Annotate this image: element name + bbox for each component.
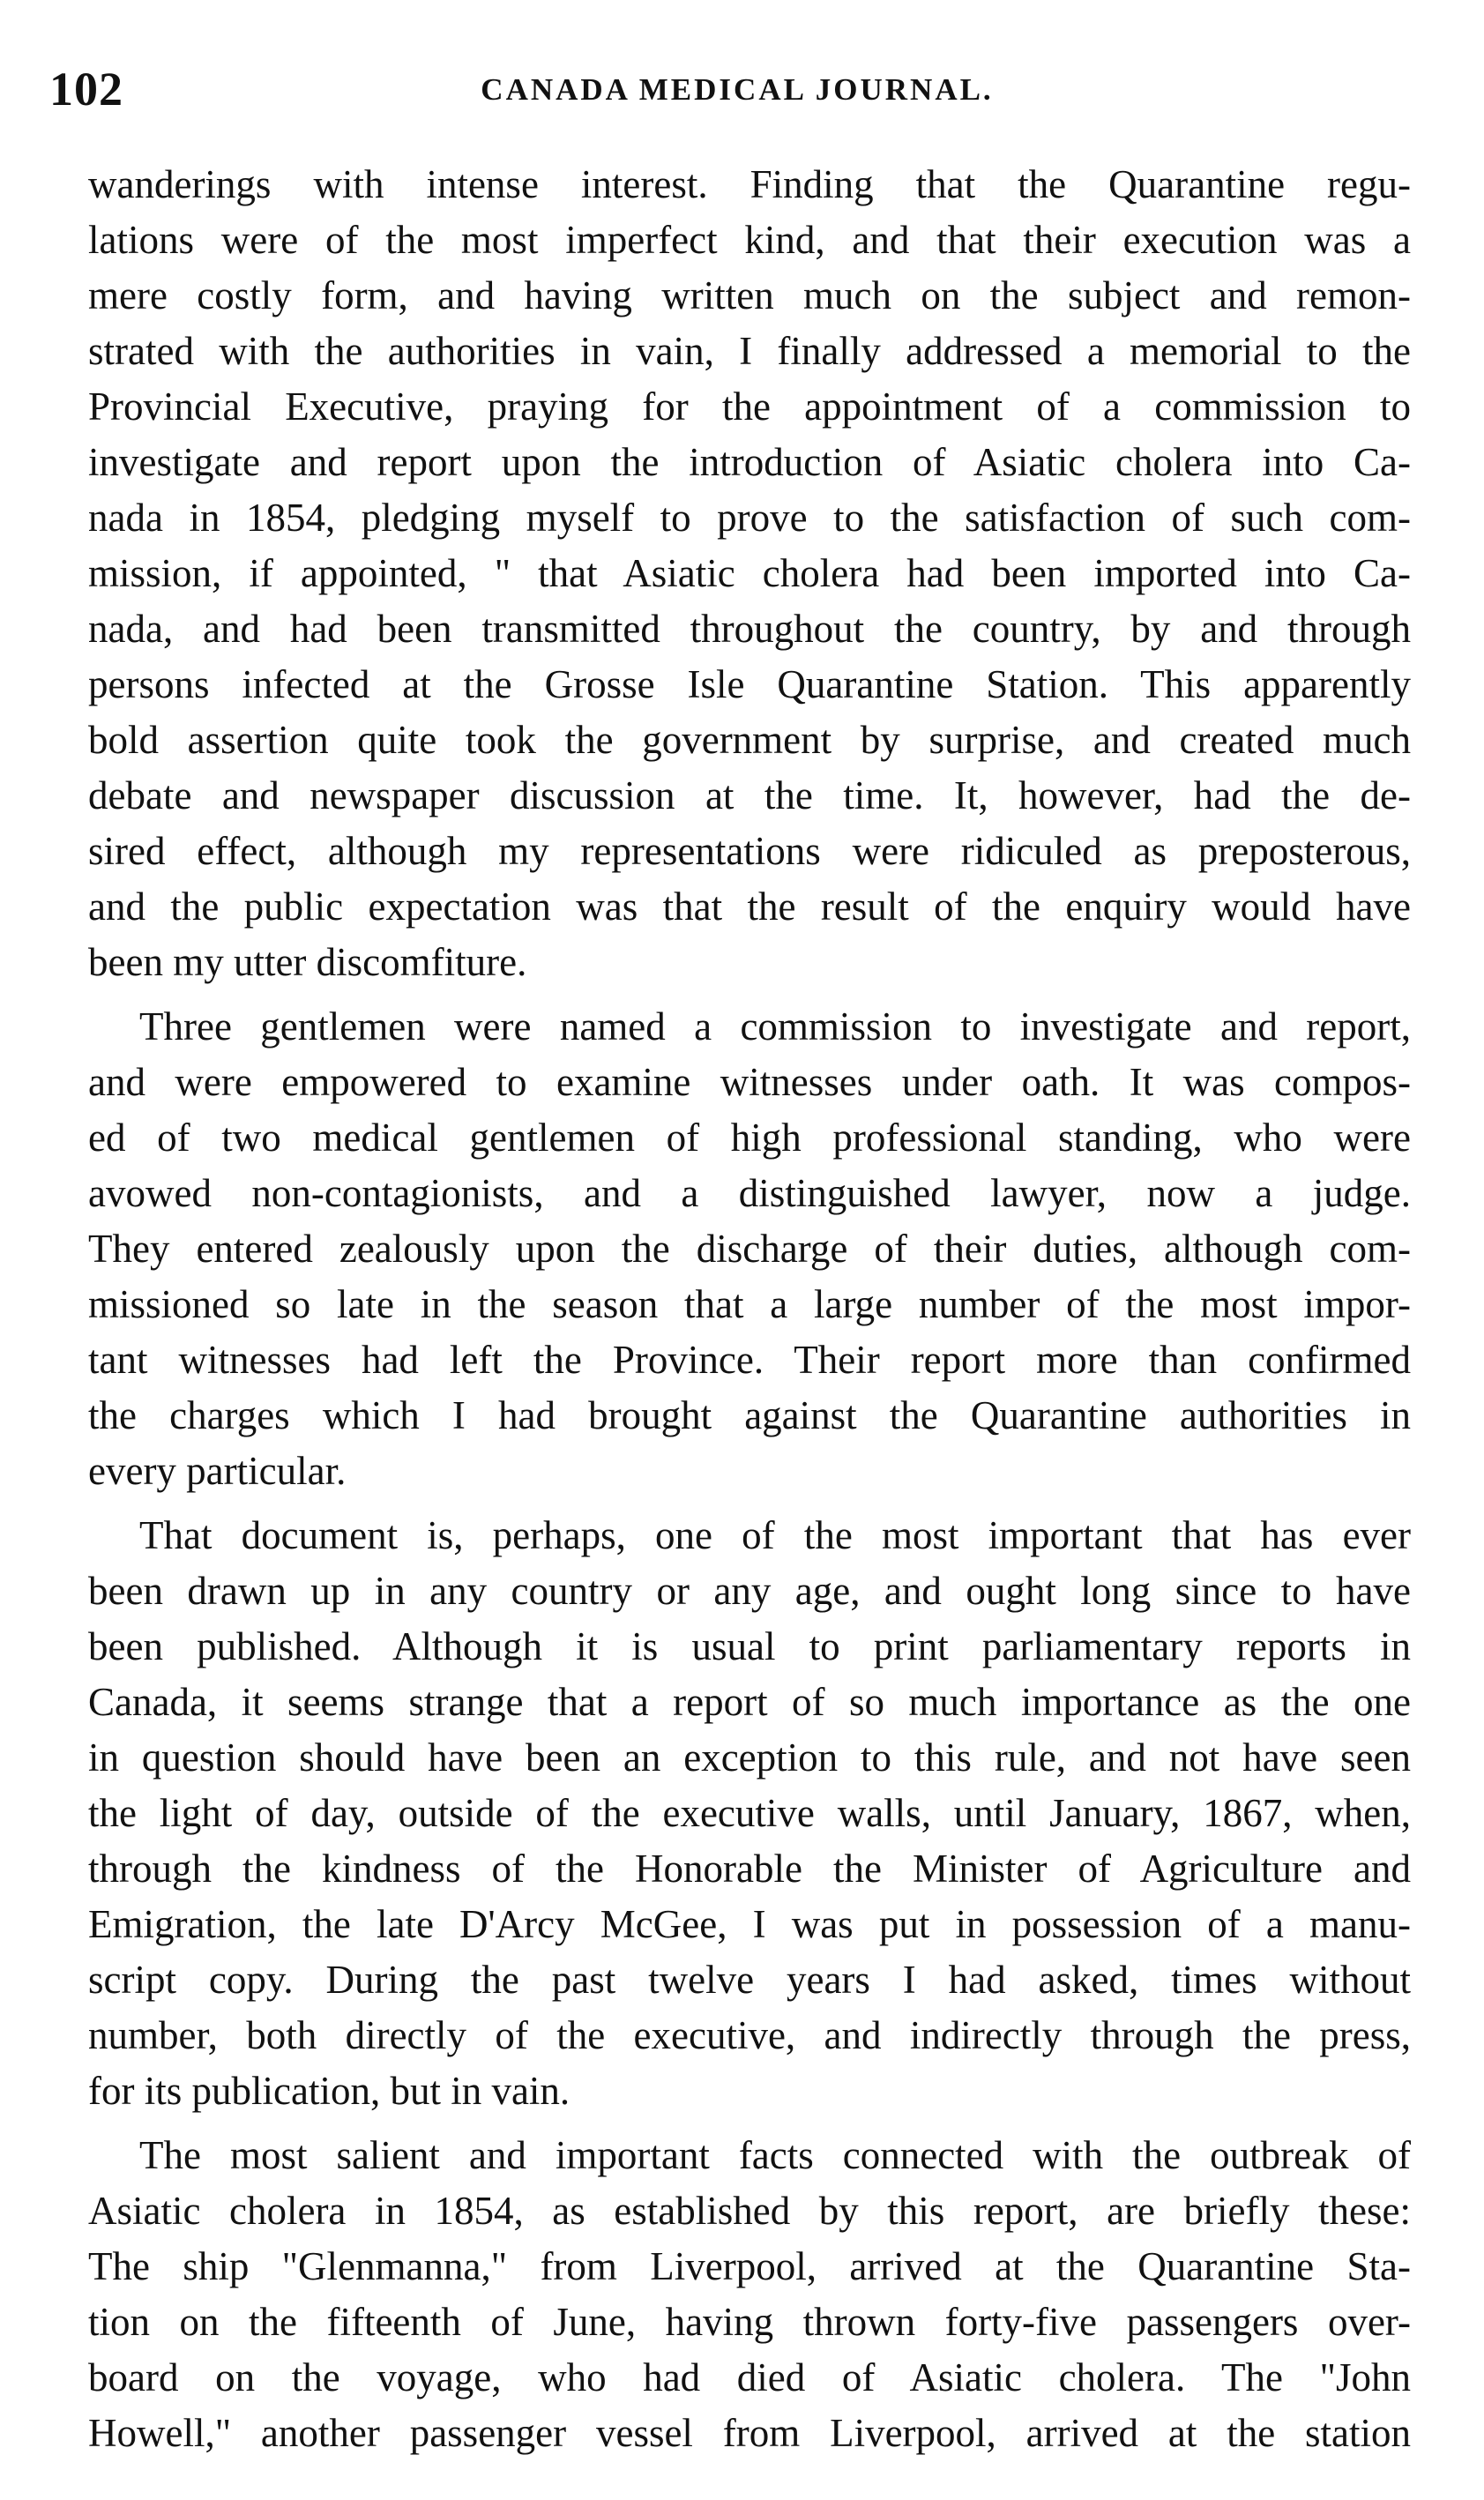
text-line: That document is, perhaps, one of the most important that has ever (139, 1513, 1411, 1557)
text-line: The most salient and important facts connected with the outbreak of (139, 2133, 1411, 2177)
text-line: board on the voyage, who had died of Asiatic cholera. The "John (88, 2355, 1411, 2399)
text-line: been drawn up in any country or any age, and ought long since to have (88, 1569, 1411, 1613)
page-number: 102 (49, 63, 123, 116)
text-line: number, both directly of the executive, and indirectly through the press, (88, 2013, 1411, 2057)
text-line: bold assertion quite took the government by surprise, and created much (88, 718, 1411, 762)
text-line: avowed non-contagionists, and a distinguished lawyer, now a judge. (88, 1171, 1411, 1215)
text-line: Emigration, the late D'Arcy McGee, I was put in possession of a manu- (88, 1902, 1411, 1946)
text-line: Howell," another passenger vessel from Liverpool, arrived at the station (88, 2411, 1411, 2455)
text-line: been published. Although it is usual to print parliamentary reports in (88, 1624, 1411, 1668)
text-line: sired effect, although my representations were ridiculed as preposterous, (88, 829, 1411, 873)
text-line: Provincial Executive, praying for the appointment of a commission to (88, 384, 1411, 429)
text-line: been my utter discomfiture. (88, 940, 527, 984)
text-line: and the public expectation was that the result of the enquiry would have (88, 884, 1411, 929)
text-line: tant witnesses had left the Province. Their report more than confirmed (88, 1338, 1411, 1382)
text-line: nada, and had been transmitted throughout the country, by and through (88, 607, 1411, 651)
text-line: Asiatic cholera in 1854, as established by this report, are briefly these: (88, 2189, 1411, 2233)
text-line: investigate and report upon the introduction of Asiatic cholera into Ca- (88, 440, 1411, 484)
paragraph-3 (88, 1508, 1411, 2119)
text-line: Canada, it seems strange that a report of so much importance as the one (88, 1680, 1411, 1724)
paragraph-4 (88, 2128, 1411, 2461)
text-line: in question should have been an exception to this rule, and not have seen (88, 1735, 1411, 1780)
text-line: the light of day, outside of the executive walls, until January, 1867, when, (88, 1791, 1411, 1835)
paragraph-1 (88, 157, 1411, 990)
text-line: mere costly form, and having written much on the subject and remon- (88, 273, 1411, 317)
page-header (49, 51, 1425, 131)
text-line: strated with the authorities in vain, I finally addressed a memorial to the (88, 329, 1411, 373)
text-line: the charges which I had brought against the Quarantine authorities in (88, 1393, 1411, 1437)
running-head: CANADA MEDICAL JOURNAL. (481, 72, 994, 107)
text-line: every particular. (88, 1449, 347, 1493)
text-line: They entered zealously upon the discharge of their duties, although com- (88, 1227, 1411, 1271)
text-line: through the kindness of the Honorable the Minister of Agriculture and (88, 1847, 1411, 1891)
text-line: wanderings with intense interest. Finding that the Quarantine regu- (88, 162, 1411, 206)
text-line: nada in 1854, pledging myself to prove to the satisfaction of such com- (88, 496, 1411, 540)
text-line: persons infected at the Grosse Isle Quarantine Station. This apparently (88, 662, 1411, 706)
text-line: for its publication, but in vain. (88, 2069, 570, 2113)
text-line: lations were of the most imperfect kind, and that their execution was a (88, 218, 1411, 262)
text-line: script copy. During the past twelve years I had asked, times without (88, 1958, 1411, 2002)
text-line: and were empowered to examine witnesses under oath. It was compos- (88, 1060, 1411, 1104)
text-line: The ship "Glenmanna," from Liverpool, arrived at the Quarantine Sta- (88, 2244, 1411, 2288)
article-body (88, 157, 1411, 2470)
text-line: Three gentlemen were named a commission to investigate and report, (139, 1004, 1411, 1049)
text-line: mission, if appointed, " that Asiatic cholera had been imported into Ca- (88, 551, 1411, 595)
text-line: tion on the fifteenth of June, having thrown forty-five passengers over- (88, 2300, 1411, 2344)
text-line: debate and newspaper discussion at the time. It, however, had the de- (88, 773, 1411, 817)
text-line: ed of two medical gentlemen of high professional standing, who were (88, 1116, 1411, 1160)
text-line: missioned so late in the season that a large number of the most impor- (88, 1282, 1411, 1326)
paragraph-2 (88, 999, 1411, 1499)
